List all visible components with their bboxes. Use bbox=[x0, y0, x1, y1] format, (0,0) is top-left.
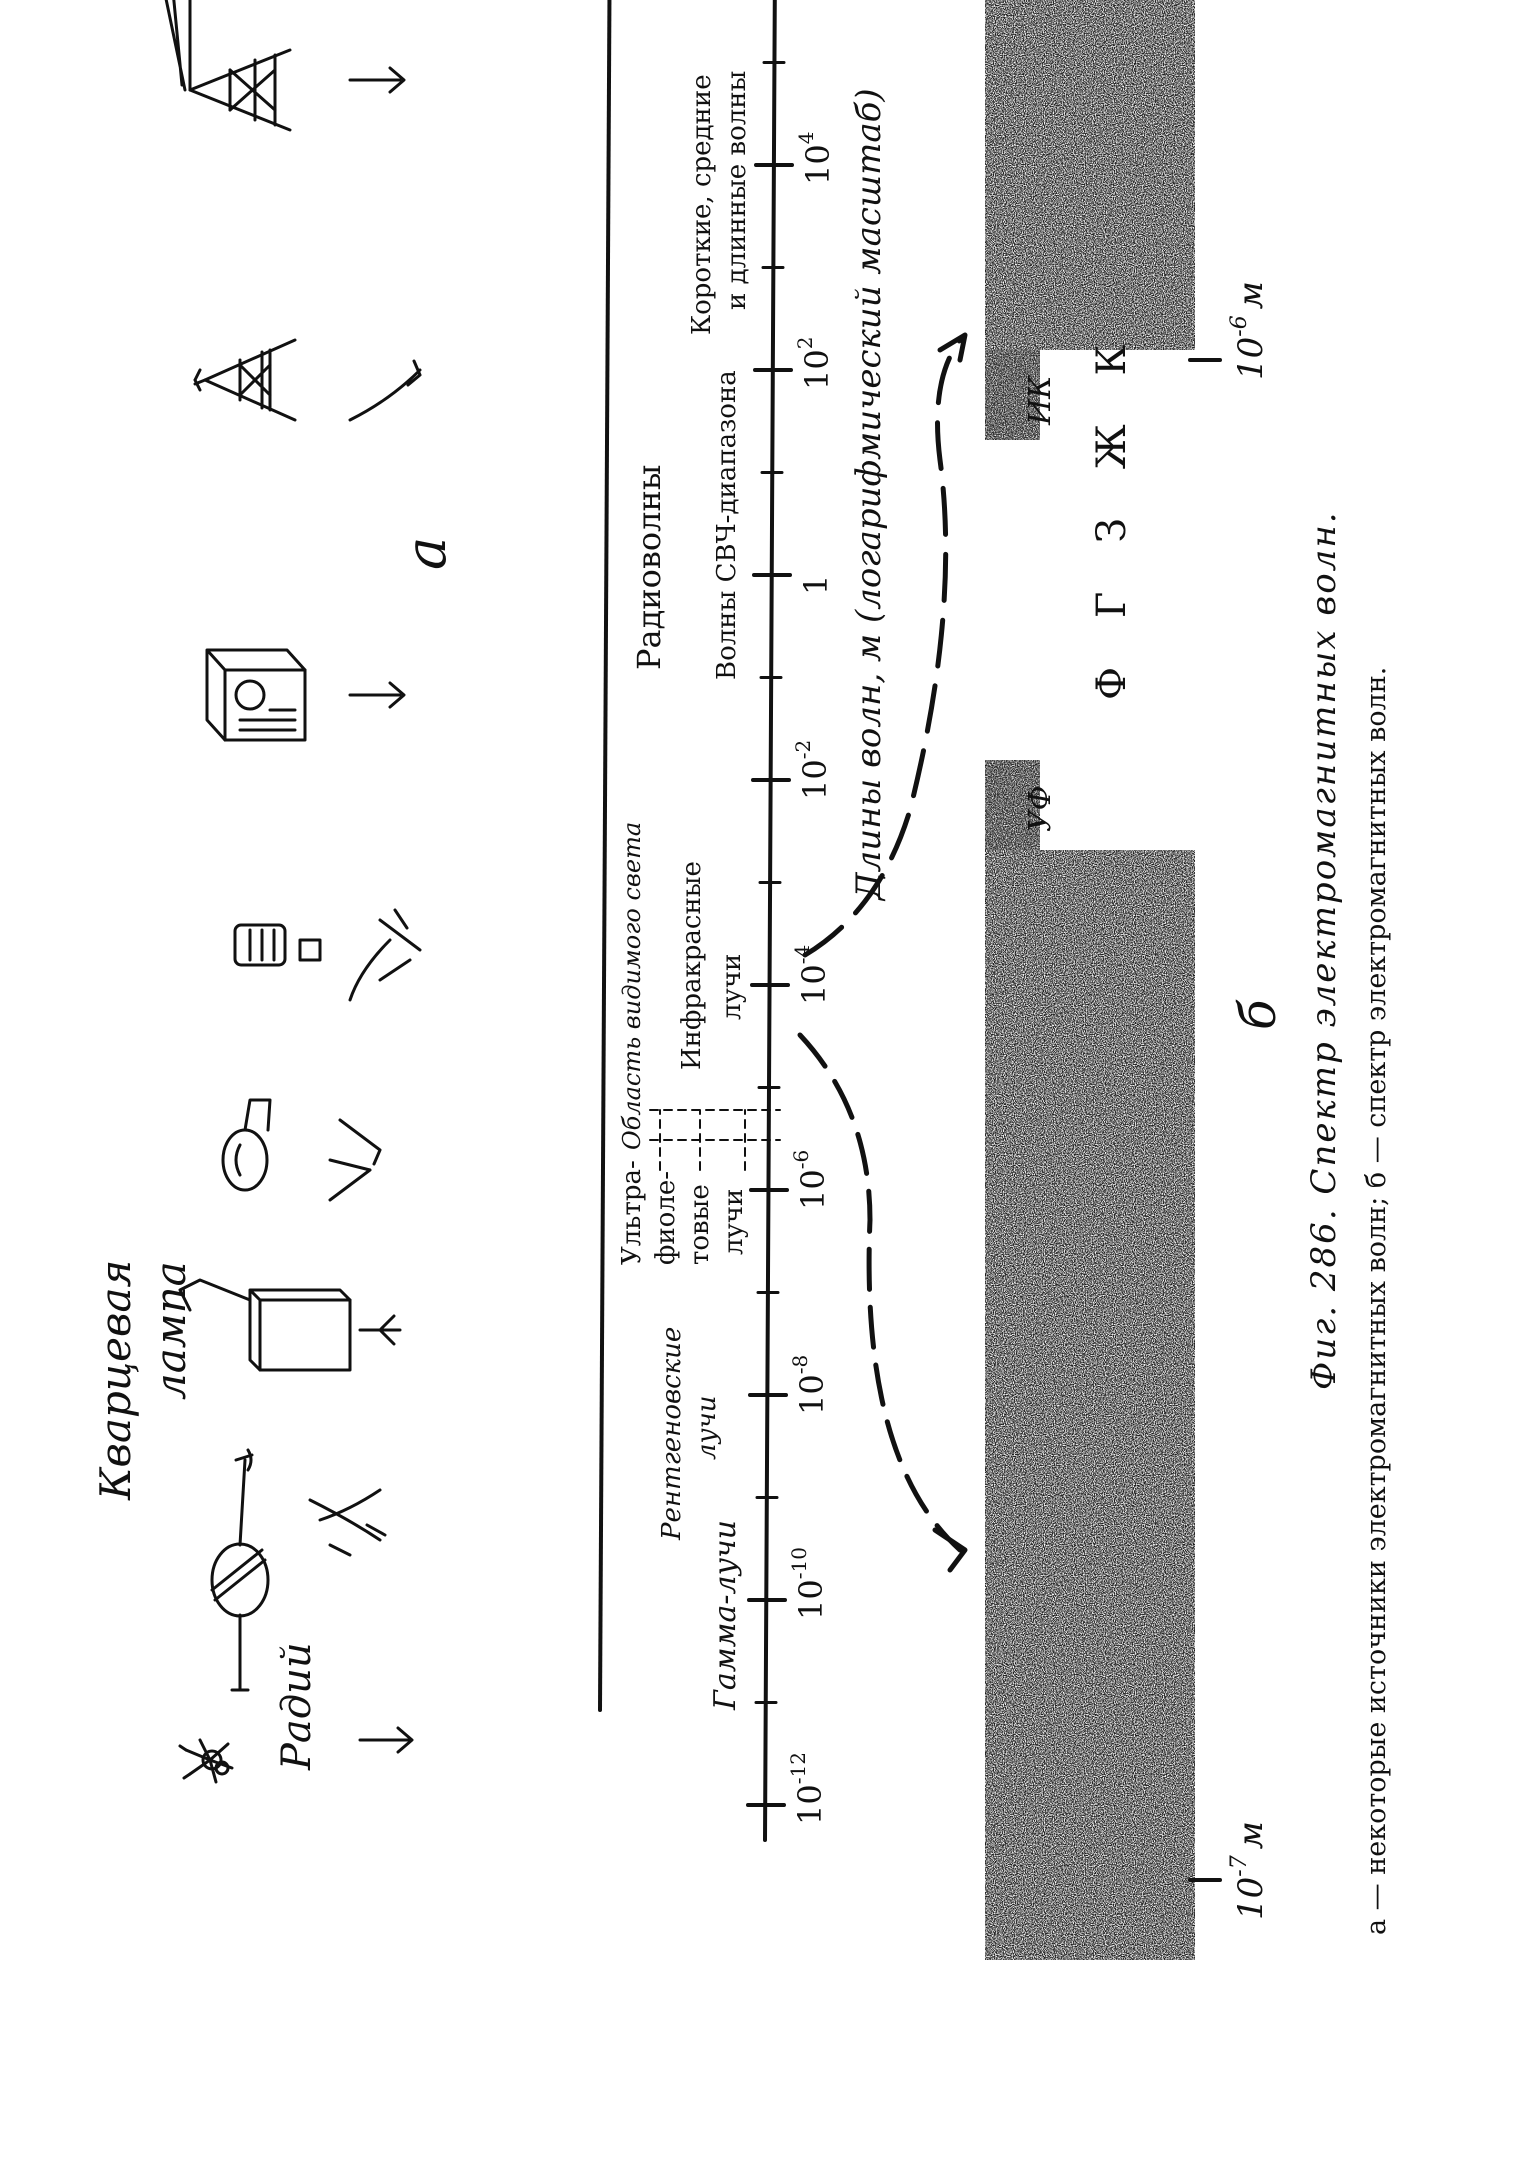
xray-label-line1: Рентгеновские bbox=[657, 1326, 687, 1540]
left-connector-arrow bbox=[800, 1035, 960, 1550]
radium-label: Радий bbox=[274, 1642, 320, 1770]
left-mark bbox=[1227, 1821, 1271, 1920]
axis-title: Длины волн, м (логарифмический масштаб) bbox=[849, 88, 889, 900]
left-arrowhead bbox=[935, 1530, 965, 1570]
svg-text:10-6м: $10^{-6}м$ bbox=[1227, 281, 1271, 380]
lamp-icon bbox=[235, 910, 420, 1000]
spectrum-band bbox=[985, 0, 1271, 1960]
uv-label-line3: товые bbox=[685, 1184, 715, 1265]
axis-tick-label: $10^{-12}$ bbox=[786, 1752, 829, 1825]
part-a-label: а bbox=[394, 536, 459, 570]
uv-label-line2: фиоле- bbox=[651, 1170, 681, 1265]
visible-region-bracket bbox=[650, 1110, 780, 1170]
ir-label-line1: Инфракрасные bbox=[677, 861, 707, 1070]
right-mark bbox=[1227, 281, 1271, 380]
quartz-lamp-label-line2: лампа bbox=[146, 1261, 195, 1400]
axis-tick-label: $10^4$ bbox=[794, 131, 837, 185]
svg-text:10-7м: $10^{-7}м$ bbox=[1227, 1821, 1271, 1920]
long-waves-label-line1: Короткие, средние bbox=[687, 74, 717, 335]
ir-label-line2: лучи bbox=[717, 953, 747, 1020]
axis-tick-label: $10^{-8}$ bbox=[788, 1354, 831, 1415]
diagram-top-line bbox=[600, 0, 610, 1710]
uv-label-line1: Ультра- bbox=[617, 1160, 647, 1265]
part-b-label: б bbox=[1229, 999, 1287, 1030]
radio-tower-icon bbox=[195, 340, 420, 420]
axis-tick-label: $10^{-4}$ bbox=[790, 944, 833, 1005]
quartz-lamp-label-line1: Кварцевая bbox=[91, 1259, 140, 1500]
axis-tick-label: 1 bbox=[797, 574, 835, 595]
magnetron-icon bbox=[207, 650, 404, 740]
uv-band-label: УФ bbox=[1023, 785, 1058, 832]
right-arrowhead bbox=[940, 335, 965, 360]
broadcast-antenna-icon bbox=[160, 0, 404, 130]
axis-tick-label: $10^{-10}$ bbox=[787, 1547, 830, 1620]
wavelength-axis bbox=[748, 0, 889, 1840]
visible-colors-label: Ф Г З Ж К bbox=[1089, 326, 1135, 700]
axis-line bbox=[765, 0, 775, 1840]
caption-legend: а — некоторые источники электромагнитных волн; б — спектр электромагнитных волн. bbox=[1361, 666, 1392, 1935]
gamma-label: Гамма-лучи bbox=[708, 1519, 743, 1710]
axis-tick-label: $10^2$ bbox=[793, 336, 836, 390]
light-bulb-icon bbox=[223, 1100, 380, 1200]
sources-row bbox=[91, 0, 420, 1782]
xray-label-line2: лучи bbox=[692, 1395, 722, 1460]
uv-label-line4: лучи bbox=[719, 1188, 749, 1255]
region-labels bbox=[617, 71, 780, 1711]
axis-tick-label: $10^{-6}$ bbox=[789, 1149, 832, 1210]
caption-title: Фиг. 286. Спектр электромагнитных волн. bbox=[1304, 510, 1344, 1390]
visible-light-label: Область видимого света bbox=[618, 821, 646, 1150]
ir-band-label: ИК bbox=[1023, 375, 1058, 425]
radio-waves-label: Радиоволны bbox=[630, 464, 668, 670]
microwave-label: Волны СВЧ-диапазона bbox=[712, 370, 742, 680]
long-waves-label-line2: и длинные волны bbox=[722, 70, 752, 310]
axis-tick-label: $10^{-2}$ bbox=[791, 739, 834, 800]
radium-source-icon bbox=[180, 1642, 412, 1782]
